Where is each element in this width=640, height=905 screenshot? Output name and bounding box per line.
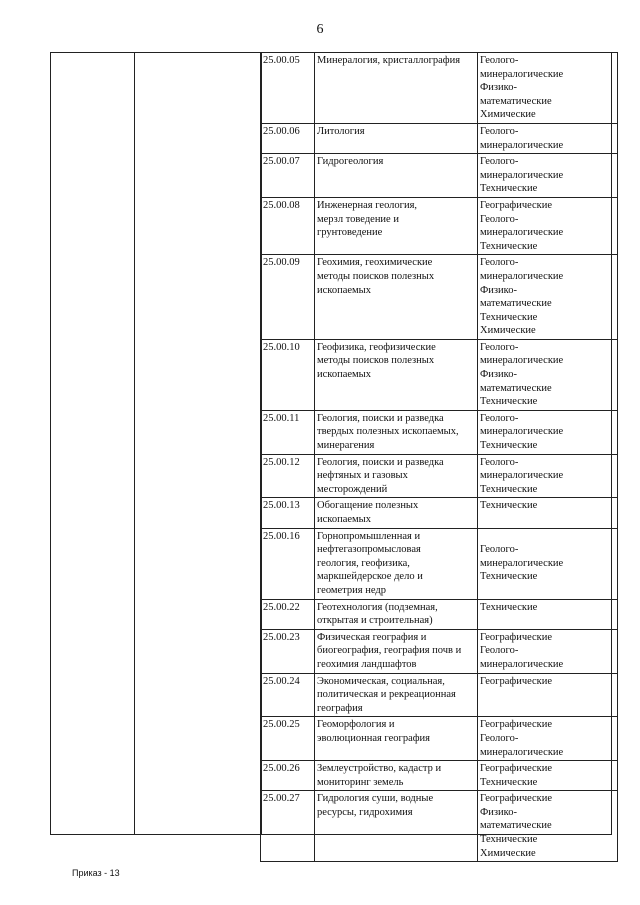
specialty-name-line: ископаемых bbox=[317, 514, 371, 525]
science-branch-item: математические bbox=[480, 382, 552, 394]
specialty-code: 25.00.13 bbox=[261, 498, 315, 528]
science-branch-item: Технические bbox=[480, 834, 538, 846]
table-row bbox=[261, 498, 618, 528]
science-branch-item: минералогические bbox=[480, 658, 564, 670]
science-branch-item: минералогические bbox=[480, 139, 564, 151]
specialty-name-line: Обогащение полезных bbox=[317, 500, 419, 512]
science-branch-item: Геолого- bbox=[480, 341, 519, 353]
science-branch-item: Геолого- bbox=[480, 732, 519, 744]
science-branch-item: математические bbox=[480, 95, 552, 107]
specialty-code: 25.00.06 bbox=[261, 123, 315, 153]
specialty-name-line: биогеография, география почв и bbox=[317, 645, 462, 657]
science-branch-item: Геолого- bbox=[480, 412, 519, 424]
science-branch-item: Геолого- bbox=[480, 456, 519, 468]
specialty-table-body bbox=[261, 53, 618, 862]
page-number: 6 bbox=[316, 22, 324, 37]
science-branch-item: Химические bbox=[480, 109, 536, 121]
specialty-name-line: Геоморфология и bbox=[317, 719, 395, 731]
science-branch-item: Географические bbox=[480, 763, 553, 775]
science-branches bbox=[478, 454, 618, 498]
specialty-name-line: геология, геофизика, bbox=[317, 557, 410, 569]
specialty-code: 25.00.11 bbox=[261, 410, 315, 454]
science-branch-item: минералогические bbox=[480, 169, 564, 181]
specialty-name-line: маркшейдерское дело и bbox=[317, 571, 423, 583]
science-branch-item: Физико- bbox=[480, 806, 517, 818]
science-branch-item: Технические bbox=[480, 183, 538, 195]
science-branches bbox=[478, 673, 618, 717]
specialty-name-line: минерагения bbox=[317, 440, 375, 452]
specialty-name-line: твердых полезных ископаемых, bbox=[317, 426, 459, 438]
science-branch-item: минералогические bbox=[480, 746, 564, 758]
table-row bbox=[261, 154, 618, 198]
specialty-code: 25.00.09 bbox=[261, 255, 315, 340]
specialty-name-line: Геология, поиски и разведка bbox=[317, 412, 444, 424]
specialty-name-line: мерзл товедение и bbox=[317, 213, 399, 225]
science-branch-item: минералогические bbox=[480, 355, 564, 367]
specialty-code: 25.00.16 bbox=[261, 528, 315, 599]
specialty-name-line: ископаемых bbox=[317, 284, 371, 296]
table-row bbox=[261, 410, 618, 454]
specialty-name-line: месторождений bbox=[317, 483, 388, 495]
specialty-name-line: нефтяных и газовых bbox=[317, 470, 408, 482]
table-row bbox=[261, 339, 618, 410]
science-branch-item: Геолого- bbox=[480, 55, 519, 66]
science-branch-item: Географические bbox=[480, 719, 553, 731]
science-branch-item: Геолого- bbox=[480, 645, 519, 657]
science-branches bbox=[478, 123, 618, 153]
specialty-name-line: ресурсы, гидрохимия bbox=[317, 806, 413, 818]
science-branches bbox=[478, 599, 618, 629]
science-branch-item: минералогические bbox=[480, 426, 564, 438]
specialty-name-line: Минералогия, кристаллография bbox=[317, 55, 461, 66]
science-branch-item: минералогические bbox=[480, 68, 564, 80]
specialty-code: 25.00.25 bbox=[261, 717, 315, 761]
science-branch-item: Технические bbox=[480, 776, 538, 788]
specialty-code: 25.00.07 bbox=[261, 154, 315, 198]
science-branch-item: Технические bbox=[480, 440, 538, 452]
science-branch-item: Технические bbox=[480, 500, 538, 512]
science-branch-item: Географические bbox=[480, 199, 553, 211]
science-branch-item: Химические bbox=[480, 847, 536, 859]
specialty-name-line: Геофизика, геофизические bbox=[317, 341, 436, 353]
table-row bbox=[261, 53, 618, 124]
specialty-name-line: грунтоведение bbox=[317, 227, 383, 239]
science-branch-item: Технические bbox=[480, 601, 538, 613]
table-row bbox=[261, 673, 618, 717]
table-row bbox=[261, 629, 618, 673]
specialty-code: 25.00.22 bbox=[261, 599, 315, 629]
specialty-name-line: Геология, поиски и разведка bbox=[317, 456, 444, 468]
science-branch-item bbox=[480, 530, 615, 544]
specialty-name-line: Землеустройство, кадастр и bbox=[317, 763, 442, 775]
specialty-code: 25.00.27 bbox=[261, 791, 315, 862]
specialty-code: 25.00.12 bbox=[261, 454, 315, 498]
science-branches bbox=[478, 791, 618, 862]
specialty-name-line: география bbox=[317, 702, 363, 714]
science-branches bbox=[478, 339, 618, 410]
specialty-name bbox=[315, 255, 478, 340]
specialty-name-line: мониторинг земель bbox=[317, 776, 404, 788]
footer-order-label: Приказ - 13 bbox=[72, 868, 120, 878]
specialty-name-line: ископаемых bbox=[317, 369, 371, 381]
science-branch-item: минералогические bbox=[480, 227, 564, 239]
specialty-name-line: геохимия ландшафтов bbox=[317, 658, 417, 670]
specialty-name bbox=[315, 791, 478, 862]
table-row bbox=[261, 528, 618, 599]
specialty-name-line: геометрия недр bbox=[317, 584, 386, 596]
specialty-code: 25.00.10 bbox=[261, 339, 315, 410]
science-branch-item: Геолого- bbox=[480, 213, 519, 225]
specialty-name bbox=[315, 53, 478, 124]
specialty-name bbox=[315, 629, 478, 673]
specialty-table bbox=[260, 52, 618, 862]
table-row bbox=[261, 717, 618, 761]
specialty-name-line: Гидрогеология bbox=[317, 156, 384, 168]
science-branch-item: Геолого- bbox=[480, 125, 519, 137]
science-branch-item: Технические bbox=[480, 396, 538, 408]
science-branch-item: Технические bbox=[480, 311, 538, 323]
specialty-name bbox=[315, 528, 478, 599]
specialty-name-line: Экономическая, социальная, bbox=[317, 675, 445, 687]
science-branch-item: Геолого- bbox=[480, 257, 519, 269]
specialty-name bbox=[315, 123, 478, 153]
specialty-name bbox=[315, 410, 478, 454]
specialty-name bbox=[315, 154, 478, 198]
table-row bbox=[261, 197, 618, 254]
specialty-name-line: методы поисков полезных bbox=[317, 355, 435, 367]
specialty-code: 25.00.08 bbox=[261, 197, 315, 254]
specialty-name-line: политическая и рекреационная bbox=[317, 689, 456, 701]
specialty-name bbox=[315, 599, 478, 629]
science-branch-item: Физико- bbox=[480, 284, 517, 296]
specialty-name-line: Литология bbox=[317, 125, 365, 137]
specialty-name-line: Инженерная геология, bbox=[317, 199, 418, 211]
specialty-name bbox=[315, 454, 478, 498]
science-branch-item: минералогические bbox=[480, 270, 564, 282]
science-branches bbox=[478, 761, 618, 791]
specialty-name-line: Горнопромышленная и bbox=[317, 530, 421, 542]
specialty-name-line: Геохимия, геохимические bbox=[317, 257, 433, 269]
specialty-name bbox=[315, 339, 478, 410]
science-branches bbox=[478, 53, 618, 124]
science-branch-item: Физико- bbox=[480, 369, 517, 381]
table-row bbox=[261, 123, 618, 153]
science-branch-item: Географические bbox=[480, 793, 553, 805]
specialty-name-line: Гидрология суши, водные bbox=[317, 793, 434, 805]
specialty-name bbox=[315, 717, 478, 761]
specialty-name bbox=[315, 761, 478, 791]
specialty-name bbox=[315, 498, 478, 528]
science-branches bbox=[478, 255, 618, 340]
specialty-name bbox=[315, 673, 478, 717]
science-branch-item: Химические bbox=[480, 325, 536, 337]
specialty-name-line: эволюционная география bbox=[317, 732, 430, 744]
science-branch-item: Геолого- bbox=[480, 544, 519, 556]
science-branch-item: Технические bbox=[480, 240, 538, 252]
science-branches bbox=[478, 197, 618, 254]
science-branch-item: минералогические bbox=[480, 470, 564, 482]
specialty-name-line: нефтегазопромысловая bbox=[317, 544, 421, 556]
specialty-code: 25.00.26 bbox=[261, 761, 315, 791]
science-branches bbox=[478, 410, 618, 454]
science-branches bbox=[478, 528, 618, 599]
table-row bbox=[261, 454, 618, 498]
science-branches bbox=[478, 629, 618, 673]
specialty-code: 25.00.24 bbox=[261, 673, 315, 717]
specialty-code: 25.00.05 bbox=[261, 53, 315, 124]
table-row bbox=[261, 599, 618, 629]
table-row bbox=[261, 761, 618, 791]
table-row bbox=[261, 791, 618, 862]
science-branches bbox=[478, 498, 618, 528]
table-row bbox=[261, 255, 618, 340]
specialty-code: 25.00.23 bbox=[261, 629, 315, 673]
specialty-name-line: методы поисков полезных bbox=[317, 270, 435, 282]
science-branch-item: минералогические bbox=[480, 557, 564, 569]
science-branch-item: Географические bbox=[480, 631, 553, 643]
science-branch-item: Технические bbox=[480, 571, 538, 583]
specialty-name bbox=[315, 197, 478, 254]
science-branch-item: Географические bbox=[480, 675, 553, 687]
column-divider bbox=[134, 53, 135, 834]
specialty-name-line: открытая и строительная) bbox=[317, 615, 433, 627]
science-branches bbox=[478, 717, 618, 761]
science-branch-item: математические bbox=[480, 820, 552, 832]
specialty-name-line: Геотехнология (подземная, bbox=[317, 601, 438, 613]
science-branch-item: Технические bbox=[480, 483, 538, 495]
specialty-name-line: Физическая география и bbox=[317, 631, 427, 643]
science-branch-item: Геолого- bbox=[480, 156, 519, 168]
science-branch-item: математические bbox=[480, 298, 552, 310]
science-branches bbox=[478, 154, 618, 198]
science-branch-item: Физико- bbox=[480, 82, 517, 94]
